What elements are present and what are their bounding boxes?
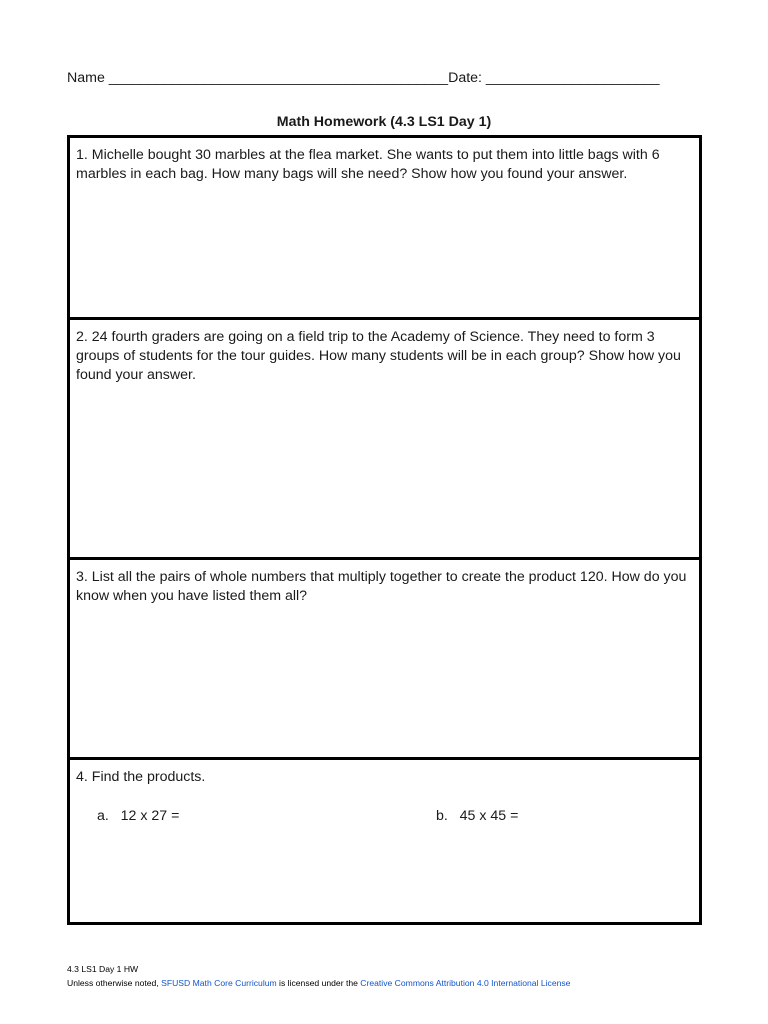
question-4a-text: a. 12 x 27 = bbox=[97, 808, 180, 824]
license-prefix: Unless otherwise noted, bbox=[67, 978, 162, 988]
question-4-text: 4. Find the products. bbox=[76, 769, 206, 785]
license-line bbox=[67, 976, 570, 990]
question-3-box bbox=[70, 560, 699, 760]
footer bbox=[67, 962, 570, 990]
question-1-box bbox=[70, 138, 699, 320]
license-middle: is licensed under the bbox=[276, 978, 361, 988]
question-1-text: 1. Michelle bought 30 marbles at the flea market. She wants to put them into little bags with 6 marbles in each bag. How many bags will she need? Show how you found your answer. bbox=[76, 147, 660, 182]
question-grid bbox=[67, 135, 702, 925]
question-4-box bbox=[70, 760, 699, 922]
question-2-text: 2. 24 fourth graders are going on a field trip to the Academy of Science. They need to form 3 groups of students for the tour guides. How many students will be in each group? Show how you found your answer. bbox=[76, 329, 681, 383]
footer-label: 4.3 LS1 Day 1 HW bbox=[67, 964, 139, 974]
page-title-text: Math Homework (4.3 LS1 Day 1) bbox=[276, 114, 492, 130]
question-2-box bbox=[70, 320, 699, 560]
license-link[interactable]: Creative Commons Attribution 4.0 International License bbox=[360, 978, 571, 988]
page-title bbox=[0, 114, 768, 130]
question-3-text: 3. List all the pairs of whole numbers that multiply together to create the product 120. How do you know when you have listed them all? bbox=[76, 569, 687, 604]
name-date-line: Name ___________________________________________Date: ______________________ bbox=[67, 70, 660, 86]
question-4b-text: b. 45 x 45 = bbox=[436, 808, 519, 824]
curriculum-link[interactable]: SFUSD Math Core Curriculum bbox=[161, 978, 277, 988]
